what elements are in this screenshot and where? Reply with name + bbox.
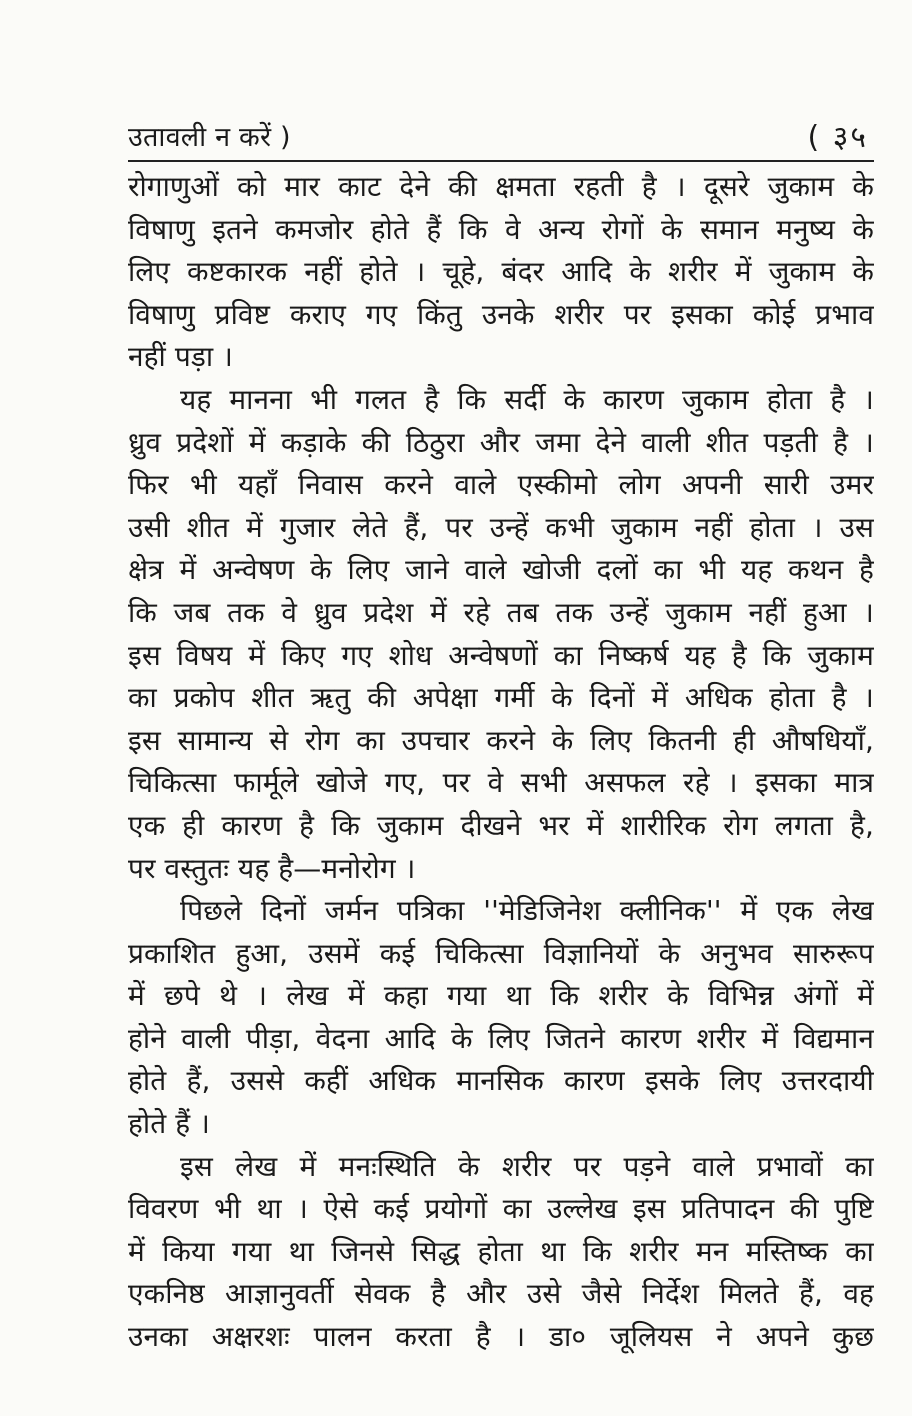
text-line: होते हैं, उससे कहीं अधिक मानसिक कारण इसके लिए उत्तरदायी (128, 1064, 874, 1098)
text-line: नहीं पड़ा । (128, 340, 233, 374)
text-line: ध्रुव प्रदेशों में कड़ाके की ठिठुरा और जमा देने वाली शीत पड़ती है । (128, 425, 874, 459)
paragraph-4 (128, 1146, 874, 1359)
text-line: होते हैं । (128, 1107, 210, 1141)
text-line: एक ही कारण है कि जुकाम दीखने भर में शारीरिक रोग लगता है, (128, 808, 874, 842)
paragraph-3 (128, 890, 874, 1146)
text-line: उनका अक्षरशः पालन करता है । डा० जूलियस ने अपने कुछ (128, 1320, 874, 1354)
chapter-title: उतावली न करें ) (128, 122, 291, 153)
paragraph-1 (128, 166, 874, 379)
text-line: फिर भी यहाँ निवास करने वाले एस्कीमो लोग अपनी सारी उमर (128, 468, 874, 502)
paragraph-2 (128, 379, 874, 890)
text-line: में छपे थे । लेख में कहा गया था कि शरीर के विभिन्न अंगों में (128, 979, 874, 1013)
text-line: एकनिष्ठ आज्ञानुवर्ती सेवक है और उसे जैसे निर्देश मिलते हैं, वह (128, 1277, 874, 1311)
text-line: क्षेत्र में अन्वेषण के लिए जाने वाले खोजी दलों का भी यह कथन है (128, 553, 874, 587)
running-header (128, 112, 874, 162)
text-line: विषाणु इतने कमजोर होते हैं कि वे अन्य रोगों के समान मनुष्य के (128, 212, 874, 246)
text-line: विवरण भी था । ऐसे कई प्रयोगों का उल्लेख इस प्रतिपादन की पुष्टि (128, 1192, 874, 1226)
text-line: विषाणु प्रविष्ट कराए गए किंतु उनके शरीर पर इसका कोई प्रभाव (128, 297, 874, 331)
text-line: यह मानना भी गलत है कि सर्दी के कारण जुकाम होता है । (180, 382, 874, 416)
page-number: ( ३५ (807, 120, 868, 155)
text-line: इस सामान्य से रोग का उपचार करने के लिए कितनी ही औषधियाँ, (128, 723, 874, 757)
text-line: लिए कष्टकारक नहीं होते । चूहे, बंदर आदि के शरीर में जुकाम के (128, 255, 874, 289)
text-line: पिछले दिनों जर्मन पत्रिका ''मेडिजिनेश क्लीनिक'' में एक लेख (180, 894, 874, 928)
text-line: इस विषय में किए गए शोध अन्वेषणों का निष्कर्ष यह है कि जुकाम (128, 638, 874, 672)
body-text (128, 166, 874, 1359)
text-line: पर वस्तुतः यह है—मनोरोग । (128, 851, 416, 885)
text-line: कि जब तक वे ध्रुव प्रदेश में रहे तब तक उन्हें जुकाम नहीं हुआ । (128, 595, 874, 629)
text-line: होने वाली पीड़ा, वेदना आदि के लिए जितने कारण शरीर में विद्यमान (128, 1021, 874, 1055)
text-line: चिकित्सा फार्मूले खोजे गए, पर वे सभी असफल रहे । इसका मात्र (128, 766, 874, 800)
text-line: का प्रकोप शीत ऋतु की अपेक्षा गर्मी के दिनों में अधिक होता है । (128, 681, 874, 715)
text-line: इस लेख में मनःस्थिति के शरीर पर पड़ने वाले प्रभावों का (180, 1149, 874, 1183)
text-line: प्रकाशित हुआ, उसमें कई चिकित्सा विज्ञानियों के अनुभव सारुरूप (128, 936, 874, 970)
text-line: रोगाणुओं को मार काट देने की क्षमता रहती है । दूसरे जुकाम के (128, 170, 874, 203)
text-line: उसी शीत में गुजार लेते हैं, पर उन्हें कभी जुकाम नहीं होता । उस (128, 510, 874, 544)
text-line: में किया गया था जिनसे सिद्ध होता था कि शरीर मन मस्तिष्क का (128, 1234, 874, 1268)
